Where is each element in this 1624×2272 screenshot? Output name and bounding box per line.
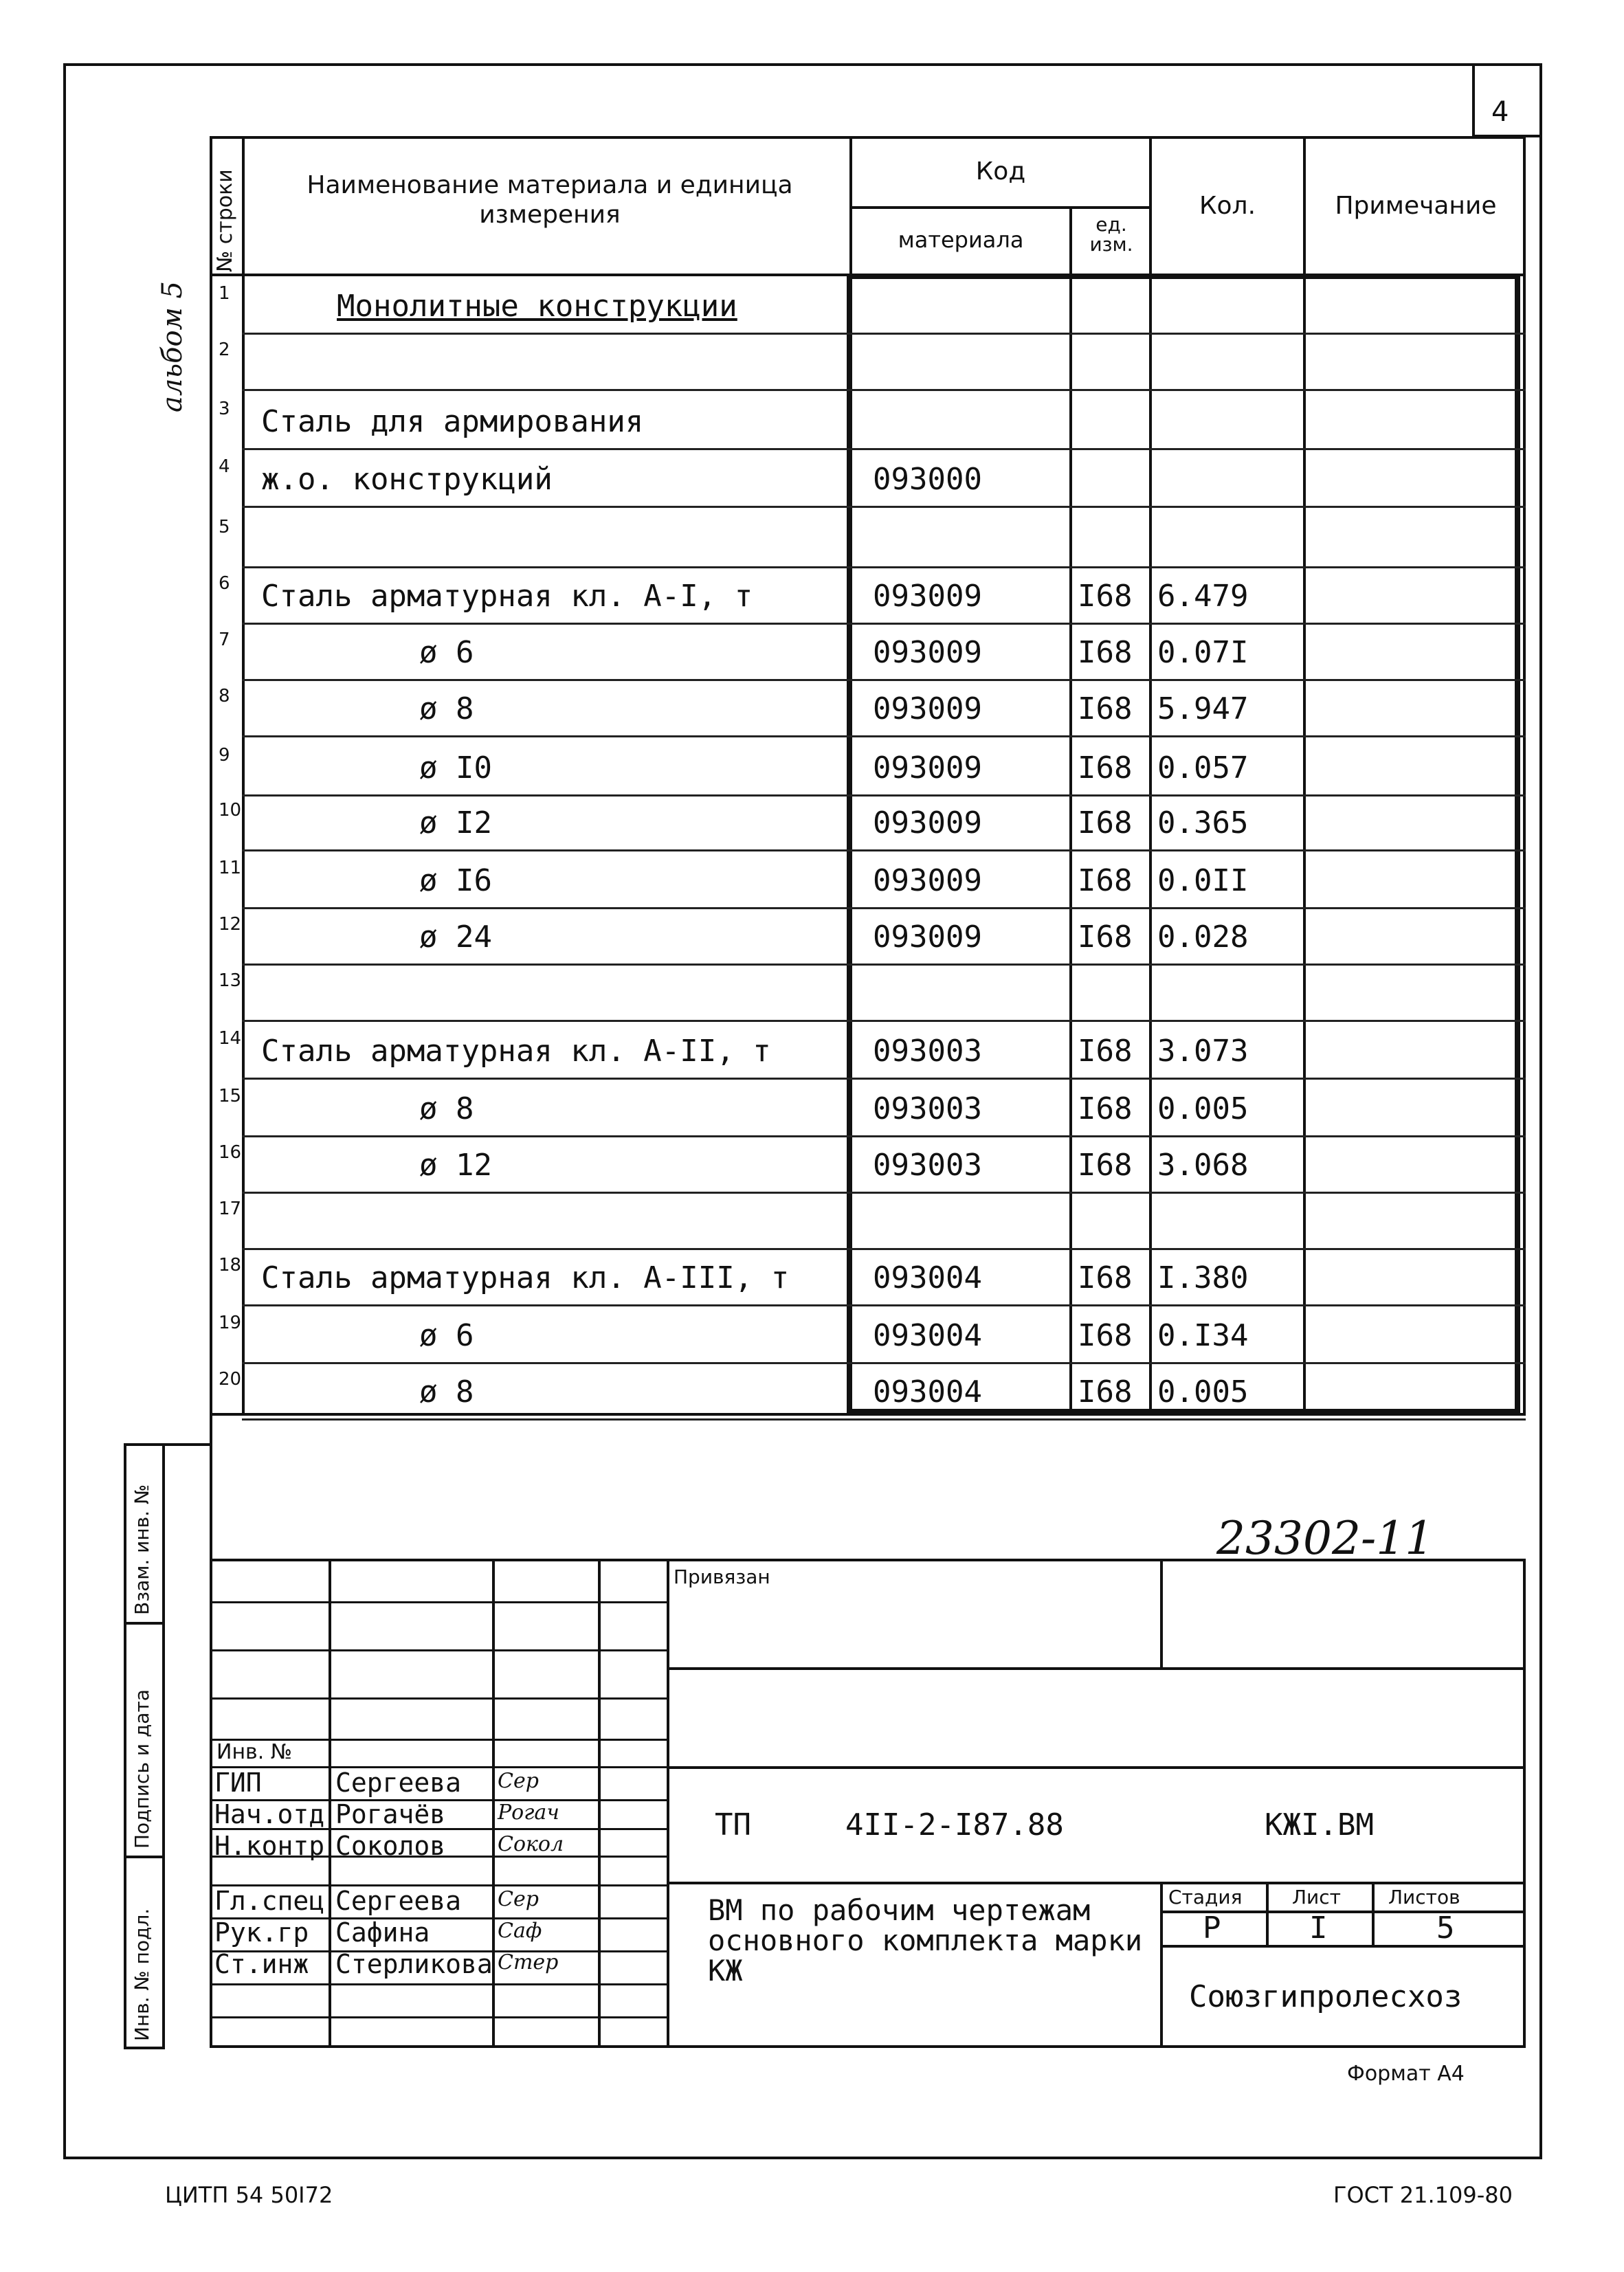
material-code: 093009 [873, 635, 982, 670]
material-code: 093003 [873, 1091, 982, 1126]
sheet-label: Лист [1292, 1886, 1341, 1908]
signatory-role: Нач.отд [214, 1799, 325, 1829]
unit-code: I68 [1078, 1374, 1133, 1410]
row-number: 5 [219, 517, 230, 537]
quantity: 0.057 [1157, 750, 1249, 786]
row-rule [242, 735, 1526, 737]
signatory-name: Стерликова [335, 1949, 493, 1979]
material-code: 093009 [873, 805, 982, 840]
material-name: ø I0 [419, 750, 492, 786]
row-number-header: № строки [213, 169, 237, 272]
material-name: ø 12 [419, 1148, 492, 1183]
margin-strip-div2 [124, 1856, 165, 1858]
signatory-name: Сафина [335, 1917, 430, 1948]
album-handwritten-note: альбом 5 [157, 281, 188, 412]
stamp-h-3 [667, 1882, 1526, 1884]
row-rule [242, 1418, 1526, 1421]
sheet-value: I [1309, 1911, 1328, 1946]
row-number: 11 [219, 858, 242, 878]
signatory-name: Сергеева [335, 1886, 462, 1916]
row-rule [242, 794, 1526, 797]
row-rule [242, 333, 1526, 335]
row-number: 13 [219, 970, 242, 991]
row-number: 20 [219, 1369, 242, 1390]
row-number: 9 [219, 745, 230, 766]
row-number: 19 [219, 1313, 242, 1333]
material-code: 093003 [873, 1034, 982, 1069]
quantity: 3.068 [1157, 1148, 1249, 1183]
stamp-rule [210, 1601, 669, 1603]
row-rule [242, 389, 1526, 391]
material-name: Сталь для армирования [261, 404, 644, 439]
material-code: 093004 [873, 1260, 982, 1295]
inv-number-label: Инв. № [216, 1740, 293, 1764]
vzam-inv-label: Взам. инв. № [131, 1484, 153, 1615]
row-rule [242, 1078, 1526, 1080]
unit-code: I68 [1078, 1091, 1133, 1126]
stamp-stage-col-1 [1266, 1882, 1269, 1946]
row-rule [242, 1020, 1526, 1022]
row-rule [242, 1192, 1526, 1194]
stamp-privyazan-divider [1160, 1559, 1163, 1669]
row-number: 6 [219, 573, 230, 594]
sheet-number: 4 [1491, 96, 1509, 128]
unit-code: I68 [1078, 805, 1133, 840]
note-header: Примечание [1335, 192, 1497, 220]
material-code-header: материала [898, 227, 1024, 253]
signature: Сер [498, 1887, 539, 1911]
quantity: 0.028 [1157, 920, 1249, 955]
quantity: 6.479 [1157, 579, 1249, 614]
material-name: ø I6 [419, 863, 492, 898]
signatory-role: Н.контр [214, 1831, 325, 1861]
signatory-role: Гл.спец [214, 1886, 325, 1916]
material-name: Сталь арматурная кл. А-I, т [261, 579, 753, 614]
stage-value: Р [1203, 1911, 1221, 1946]
row-number: 15 [219, 1086, 242, 1106]
material-name-header: Наименование материала и единица измерения [307, 171, 793, 230]
material-code: 093009 [873, 863, 982, 898]
row-number: 14 [219, 1028, 242, 1049]
unit-header: ед. изм. [1089, 213, 1133, 256]
row-number: 17 [219, 1199, 242, 1219]
row-rule [242, 566, 1526, 568]
stamp-rule [210, 1649, 669, 1651]
quantity: I.380 [1157, 1260, 1249, 1295]
row-rule [242, 1248, 1526, 1250]
unit-code: I68 [1078, 635, 1133, 670]
header-code-divider [849, 206, 1150, 209]
unit-code: I68 [1078, 920, 1133, 955]
quantity: 0.365 [1157, 805, 1249, 840]
row-rule [242, 1135, 1526, 1137]
stamp-col-1 [329, 1559, 331, 2048]
stamp-h-1 [667, 1667, 1526, 1670]
footer-left-code: ЦИТП 54 50I72 [165, 2182, 333, 2208]
quantity: 5.947 [1157, 691, 1249, 726]
document-number-handwritten: 23302-11 [1216, 1512, 1434, 1565]
material-name: Монолитные конструкции [337, 289, 737, 324]
signature: Саф [498, 1919, 542, 1943]
material-code: 093009 [873, 920, 982, 955]
signature: Сокол [498, 1832, 564, 1856]
unit-code: I68 [1078, 1148, 1133, 1183]
signatory-role: ГИП [214, 1768, 262, 1798]
unit-code: I68 [1078, 691, 1133, 726]
quantity: 0.07I [1157, 635, 1249, 670]
tp-label: ТП [715, 1807, 751, 1842]
material-name: ø 8 [419, 1091, 474, 1126]
signatory-role: Ст.инж [214, 1949, 309, 1979]
quantity-header: Кол. [1199, 192, 1256, 220]
row-rule [242, 1362, 1526, 1364]
unit-code: I68 [1078, 1260, 1133, 1295]
signatory-name: Соколов [335, 1831, 446, 1861]
stamp-stage-col-2 [1372, 1882, 1375, 1946]
signature: Стер [498, 1950, 559, 1974]
footer-gost: ГОСТ 21.109-80 [1333, 2182, 1513, 2208]
drawing-mark: КЖI.ВМ [1265, 1807, 1374, 1842]
margin-strip-top [124, 1443, 210, 1446]
unit-code: I68 [1078, 1318, 1133, 1353]
row-number: 18 [219, 1255, 242, 1276]
row-number: 8 [219, 686, 230, 706]
signatory-role: Рук.гр [214, 1917, 309, 1948]
stamp-rule [210, 1983, 669, 1985]
margin-strip-div1 [124, 1622, 165, 1625]
material-code: 093009 [873, 750, 982, 786]
margin-strip-right [162, 1443, 165, 2048]
stamp-info-divider [1160, 1882, 1163, 2048]
material-code: 093004 [873, 1374, 982, 1410]
row-rule [242, 1304, 1526, 1306]
signature: Сер [498, 1769, 539, 1793]
sheet-number-box-left [1472, 63, 1475, 136]
row-number: 3 [219, 399, 230, 419]
row-number: 16 [219, 1142, 242, 1163]
material-name: ø 24 [419, 920, 492, 955]
row-number: 2 [219, 339, 230, 360]
signatory-name: Сергеева [335, 1768, 462, 1798]
signature: Рогач [498, 1801, 559, 1825]
material-code: 093004 [873, 1318, 982, 1353]
privyazan-label: Привязан [674, 1566, 770, 1588]
row-number: 1 [219, 283, 230, 304]
stamp-h-2 [667, 1766, 1526, 1769]
col-line-rownum [242, 136, 245, 1416]
material-name: ø 8 [419, 1374, 474, 1410]
signatory-name: Рогачёв [335, 1799, 446, 1829]
quantity: 3.073 [1157, 1034, 1249, 1069]
stamp-rule [210, 2016, 669, 2018]
material-code: 093000 [873, 462, 982, 497]
stamp-col-4 [667, 1559, 669, 2048]
quantity: 0.0II [1157, 863, 1249, 898]
unit-code: I68 [1078, 863, 1133, 898]
unit-code: I68 [1078, 579, 1133, 614]
code-columns-thick-frame [847, 274, 1520, 1414]
material-name: Сталь арматурная кл. А-II, т [261, 1034, 771, 1069]
stage-label: Стадия [1168, 1886, 1243, 1908]
document-title: ВМ по рабочим чертежам основного комплекта марки КЖ [708, 1893, 1143, 1988]
organization-name: Союзгипролесхоз [1189, 1979, 1462, 2014]
quantity: 0.005 [1157, 1091, 1249, 1126]
quantity: 0.I34 [1157, 1318, 1249, 1353]
row-rule [242, 679, 1526, 681]
row-rule [242, 448, 1526, 450]
row-rule [242, 907, 1526, 909]
material-code: 093009 [873, 579, 982, 614]
margin-strip-left [124, 1443, 126, 2048]
format-label: Формат А4 [1347, 2062, 1465, 2086]
unit-code: I68 [1078, 1034, 1133, 1069]
code-header: Код [975, 157, 1026, 186]
material-name: ø I2 [419, 805, 492, 840]
row-number: 10 [219, 800, 242, 821]
row-number: 12 [219, 914, 242, 935]
material-code: 093003 [873, 1148, 982, 1183]
project-code: 4II-2-I87.88 [845, 1807, 1064, 1842]
stamp-rule [210, 1697, 669, 1700]
row-rule [242, 849, 1526, 851]
podpis-data-label: Подпись и дата [131, 1689, 153, 1849]
row-rule [242, 506, 1526, 508]
row-rule [242, 964, 1526, 966]
unit-code: I68 [1078, 750, 1133, 786]
material-code: 093009 [873, 691, 982, 726]
material-name: ж.о. конструкций [261, 462, 553, 497]
material-name: ø 8 [419, 691, 474, 726]
material-name: ø 6 [419, 1318, 474, 1353]
sheets-label: Листов [1388, 1886, 1460, 1908]
material-name: Сталь арматурная кл. А-III, т [261, 1260, 790, 1295]
quantity: 0.005 [1157, 1374, 1249, 1410]
row-number: 7 [219, 630, 230, 650]
row-rule [242, 623, 1526, 625]
row-number: 4 [219, 456, 230, 477]
inv-podl-label: Инв. № подл. [131, 1908, 153, 2041]
margin-strip-bottom [124, 2047, 165, 2049]
stamp-col-3 [598, 1559, 601, 2048]
material-name: ø 6 [419, 635, 474, 670]
sheets-value: 5 [1436, 1911, 1455, 1946]
